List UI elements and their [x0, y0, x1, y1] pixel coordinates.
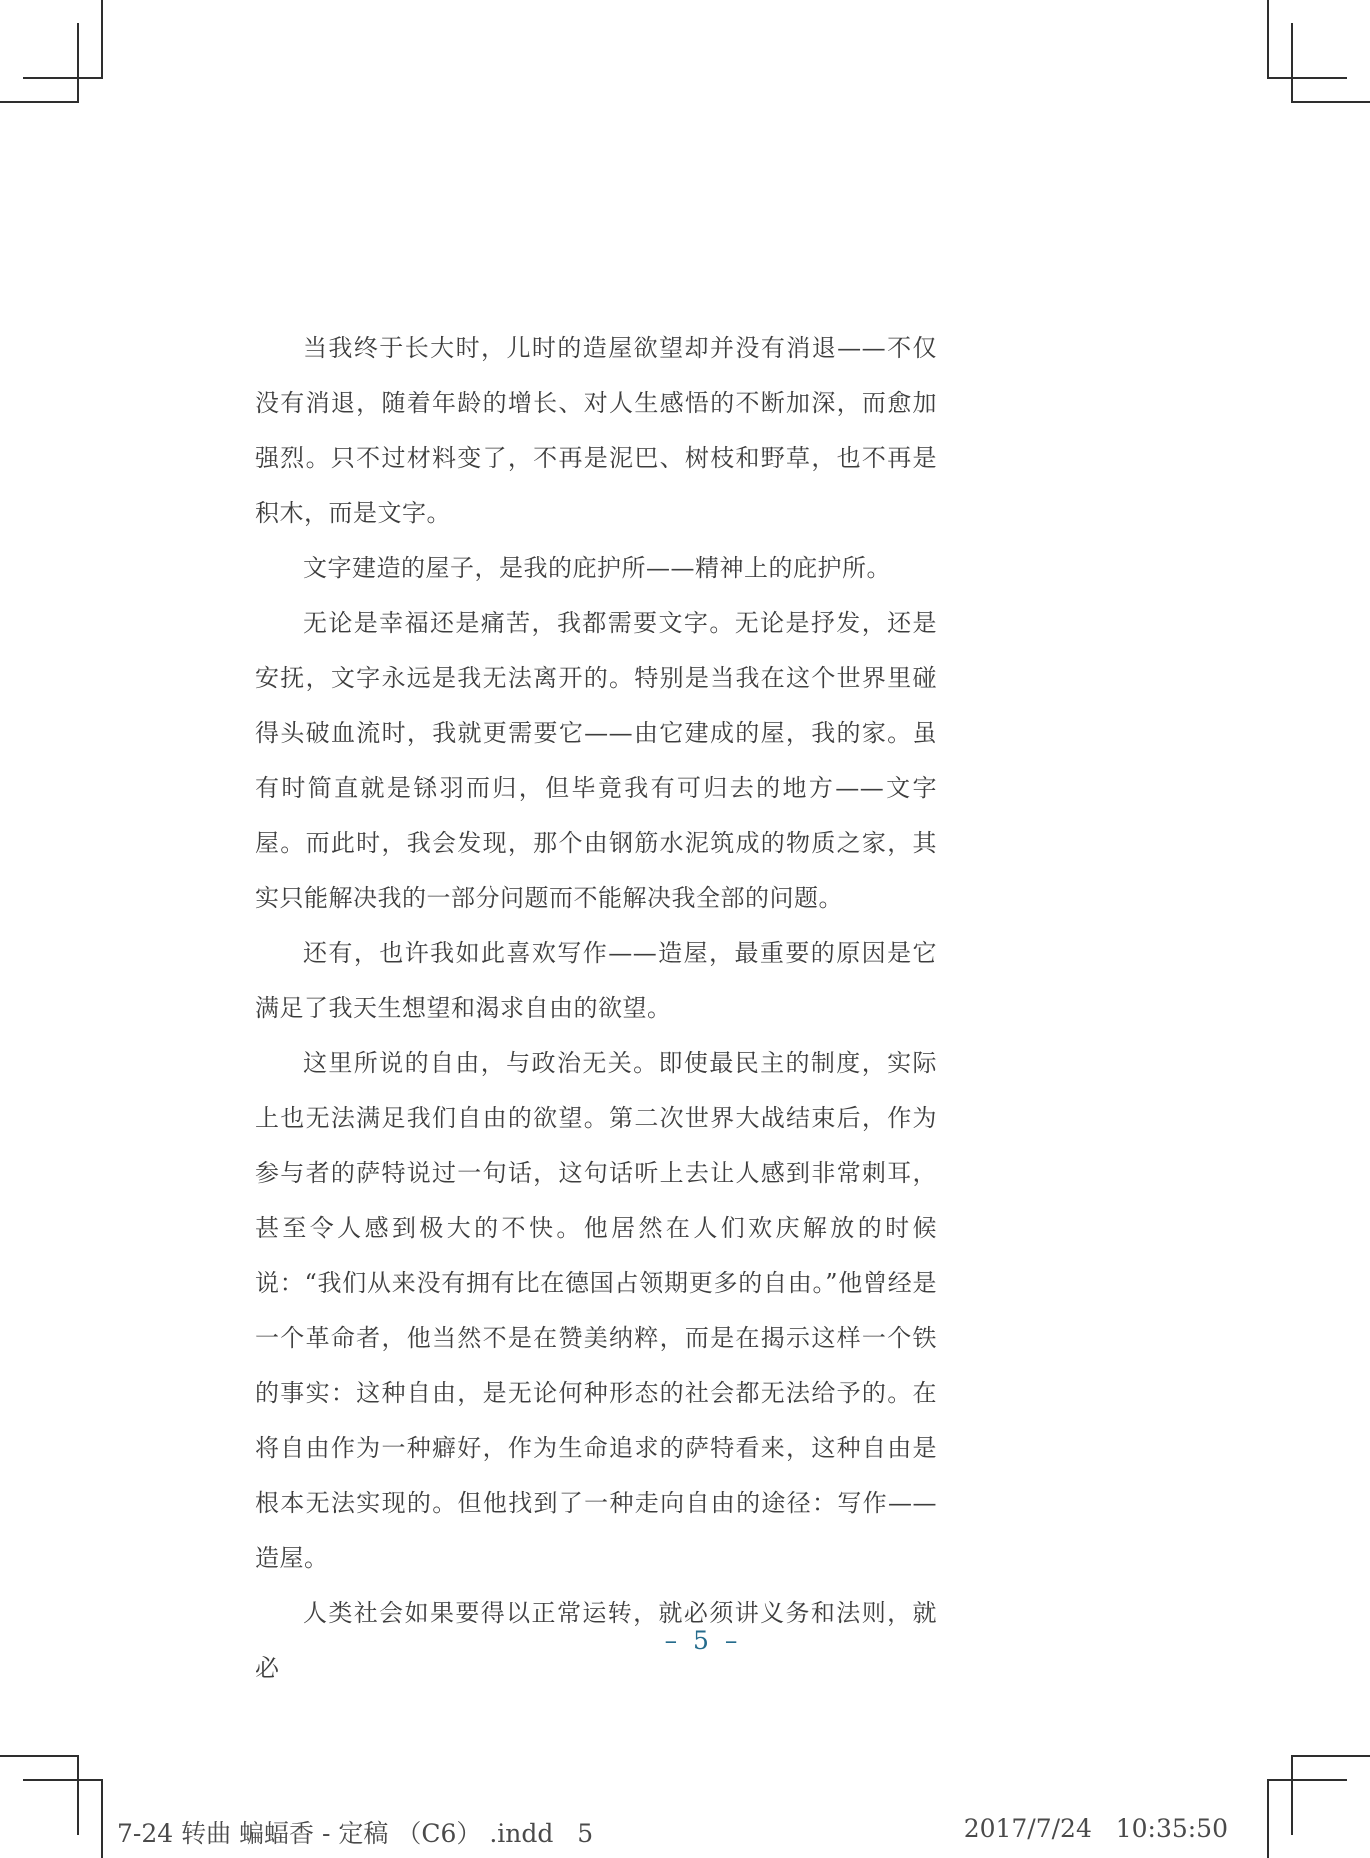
paragraph: 文字建造的屋子，是我的庇护所——精神上的庇护所。 — [303, 554, 891, 582]
crop-mark-top-right-vertical-outer — [1267, 0, 1269, 79]
paragraph: 这里所说的自由，与政治无关。即使最民主的制度，实际上也无法满足我们自由的欲望。第二次世界大战结束后，作为参与者的萨特说过一句话，这句话听上去让人感到非常刺耳，甚至令人感到极大的不快。他居然在人们欢庆解放的时候说：“我们从来没有拥有比在德国占领期更多的自由。”他曾经是一个革命者，他当然不是在赞美纳粹，而是在揭示这样一个铁的事实：这种自由，是无论何种形态的社会都无法给予的。在将自由作为一种癖好，作为生命追求的萨特看来，这种自由是根本无法实现的。但他找到了一种走向自由的途径：写作——造屋。 — [255, 1049, 937, 1572]
crop-mark-bottom-left-vertical-outer — [101, 1779, 103, 1858]
paragraph: 无论是幸福还是痛苦，我都需要文字。无论是抒发，还是安抚，文字永远是我无法离开的。特别是当我在这个世界里碰得头破血流时，我就更需要它——由它建成的屋，我的家。虽有时简直就是铩羽而归，但毕竟我有可归去的地方——文字屋。而此时，我会发现，那个由钢筋水泥筑成的物质之家，其实只能解决我的一部分问题而不能解决我全部的问题。 — [255, 609, 937, 912]
crop-mark-bottom-left-horizontal-outer — [23, 1779, 103, 1781]
paragraph: 当我终于长大时，儿时的造屋欲望却并没有消退——不仅没有消退，随着年龄的增长、对人生感悟的不断加深，而愈加强烈。只不过材料变了，不再是泥巴、树枝和野草，也不再是积木，而是文字。 — [255, 334, 937, 527]
page-number: – 5 – — [664, 1626, 742, 1655]
crop-mark-top-right-vertical-inner — [1291, 23, 1293, 103]
crop-mark-top-right-horizontal-inner — [1291, 101, 1370, 103]
crop-mark-bottom-left-horizontal-inner — [0, 1755, 79, 1757]
crop-mark-top-left-horizontal-outer — [23, 77, 103, 79]
crop-mark-bottom-right-horizontal-inner — [1291, 1755, 1370, 1757]
crop-mark-bottom-right-horizontal-outer — [1267, 1779, 1347, 1781]
paragraph: 还有，也许我如此喜欢写作——造屋，最重要的原因是它满足了我天生想望和渴求自由的欲望。 — [255, 939, 937, 1022]
page-body — [255, 321, 937, 1696]
crop-mark-bottom-right-vertical-inner — [1291, 1755, 1293, 1835]
crop-mark-top-left-vertical-outer — [101, 0, 103, 79]
crop-mark-bottom-left-vertical-inner — [77, 1755, 79, 1835]
crop-mark-bottom-right-vertical-outer — [1267, 1779, 1269, 1858]
crop-mark-top-right-horizontal-outer — [1267, 77, 1347, 79]
footer-file-info: 7-24 转曲 蝙蝠香 - 定稿 （C6） .indd 5 — [117, 1819, 594, 1848]
crop-mark-top-left-vertical-inner — [77, 23, 79, 103]
paragraph: 人类社会如果要得以正常运转，就必须讲义务和法则，就必 — [255, 1599, 937, 1682]
footer-timestamp: 2017/7/24 10:35:50 — [963, 1814, 1228, 1843]
crop-mark-top-left-horizontal-inner — [0, 101, 79, 103]
